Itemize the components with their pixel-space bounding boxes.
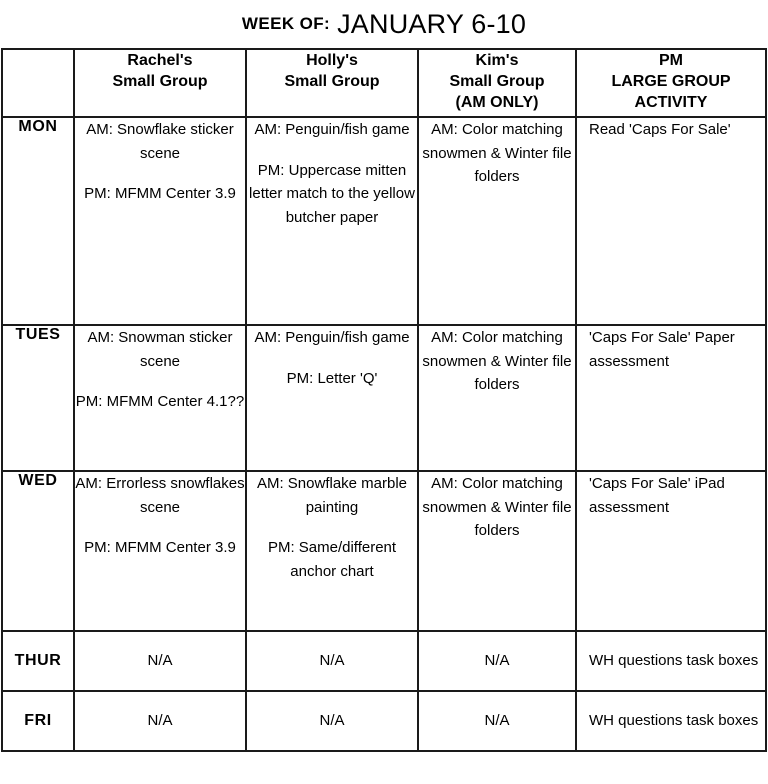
header-line: PM	[659, 52, 683, 69]
header-line: LARGE GROUP	[611, 73, 731, 91]
page-title	[0, 0, 768, 48]
day-label-wed: WED	[2, 471, 74, 631]
cell-line: PM: MFMM Center 3.9	[84, 539, 236, 557]
cell-fri-holly	[246, 691, 418, 751]
schedule-table	[1, 48, 767, 752]
cell-line: AM: Snowflake sticker scene	[86, 121, 234, 162]
cell-tues-holly	[246, 325, 418, 471]
cell-line: AM: Snowman sticker scene	[87, 329, 233, 370]
table-row	[2, 325, 766, 471]
cell-line: AM: Color matching snowmen & Winter file folders	[422, 475, 572, 540]
header-line: Small Group	[284, 73, 380, 91]
header-pm-large-group-activity	[576, 49, 766, 117]
header-holly-small-group	[246, 49, 418, 117]
cell-line: Read 'Caps For Sale'	[589, 121, 731, 138]
title-prefix: WEEK OF:	[241, 14, 331, 33]
header-line: Small Group	[112, 73, 208, 91]
header-line: Kim's	[475, 52, 519, 69]
cell-tues-pm-large-group	[576, 325, 766, 471]
table-row	[2, 117, 766, 325]
cell-line: N/A	[147, 712, 173, 730]
cell-line: WH questions task boxes	[589, 652, 759, 670]
cell-wed-pm-large-group	[576, 471, 766, 631]
day-label-fri: FRI	[2, 691, 74, 751]
cell-line: AM: Color matching snowmen & Winter file folders	[422, 121, 572, 186]
cell-fri-rachel	[74, 691, 246, 751]
cell-line: 'Caps For Sale' Paper assessment	[589, 329, 735, 370]
cell-thur-rachel	[74, 631, 246, 691]
title-date-range: JANUARY 6-10	[337, 8, 527, 39]
cell-line: PM: Uppercase mitten letter match to the yellow butcher paper	[249, 161, 415, 227]
cell-line: AM: Color matching snowmen & Winter file folders	[422, 329, 572, 394]
table-row	[2, 631, 766, 691]
cell-line: PM: Same/different anchor chart	[267, 539, 397, 581]
table-body	[2, 117, 766, 751]
header-kim-small-group	[418, 49, 576, 117]
table-header	[2, 49, 766, 117]
cell-fri-kim	[418, 691, 576, 751]
cell-thur-holly	[246, 631, 418, 691]
header-corner-blank	[2, 49, 74, 117]
cell-mon-pm-large-group	[576, 117, 766, 325]
table-row	[2, 471, 766, 631]
day-label-mon: MON	[2, 117, 74, 325]
header-line: Small Group	[449, 73, 545, 91]
cell-tues-rachel	[74, 325, 246, 471]
cell-line: AM: Snowflake marble painting	[256, 475, 408, 516]
cell-line: N/A	[147, 652, 173, 670]
cell-line: AM: Penguin/fish game	[254, 329, 410, 346]
cell-fri-pm-large-group	[576, 691, 766, 751]
day-label-tues: TUES	[2, 325, 74, 471]
cell-line: N/A	[484, 712, 510, 730]
cell-line: PM: MFMM Center 4.1??	[75, 393, 245, 411]
header-line: Rachel's	[127, 52, 193, 69]
cell-line: N/A	[319, 712, 345, 730]
cell-mon-holly	[246, 117, 418, 325]
cell-mon-rachel	[74, 117, 246, 325]
header-row	[2, 49, 766, 117]
cell-line: PM: MFMM Center 3.9	[84, 185, 236, 203]
cell-line: N/A	[484, 652, 510, 670]
cell-line: 'Caps For Sale' iPad assessment	[589, 475, 725, 516]
cell-thur-pm-large-group	[576, 631, 766, 691]
header-line: Holly's	[306, 52, 358, 69]
header-line: (AM ONLY)	[455, 94, 539, 112]
cell-line: N/A	[319, 652, 345, 670]
day-label-thur: THUR	[2, 631, 74, 691]
cell-wed-kim	[418, 471, 576, 631]
cell-wed-rachel	[74, 471, 246, 631]
cell-line: AM: Penguin/fish game	[254, 121, 410, 138]
header-line: ACTIVITY	[634, 94, 708, 112]
header-rachel-small-group	[74, 49, 246, 117]
cell-line: PM: Letter 'Q'	[286, 369, 378, 387]
cell-tues-kim	[418, 325, 576, 471]
cell-thur-kim	[418, 631, 576, 691]
table-row	[2, 691, 766, 751]
cell-wed-holly	[246, 471, 418, 631]
cell-line: WH questions task boxes	[589, 712, 759, 730]
cell-line: AM: Errorless snowflakes scene	[75, 475, 245, 516]
cell-mon-kim	[418, 117, 576, 325]
